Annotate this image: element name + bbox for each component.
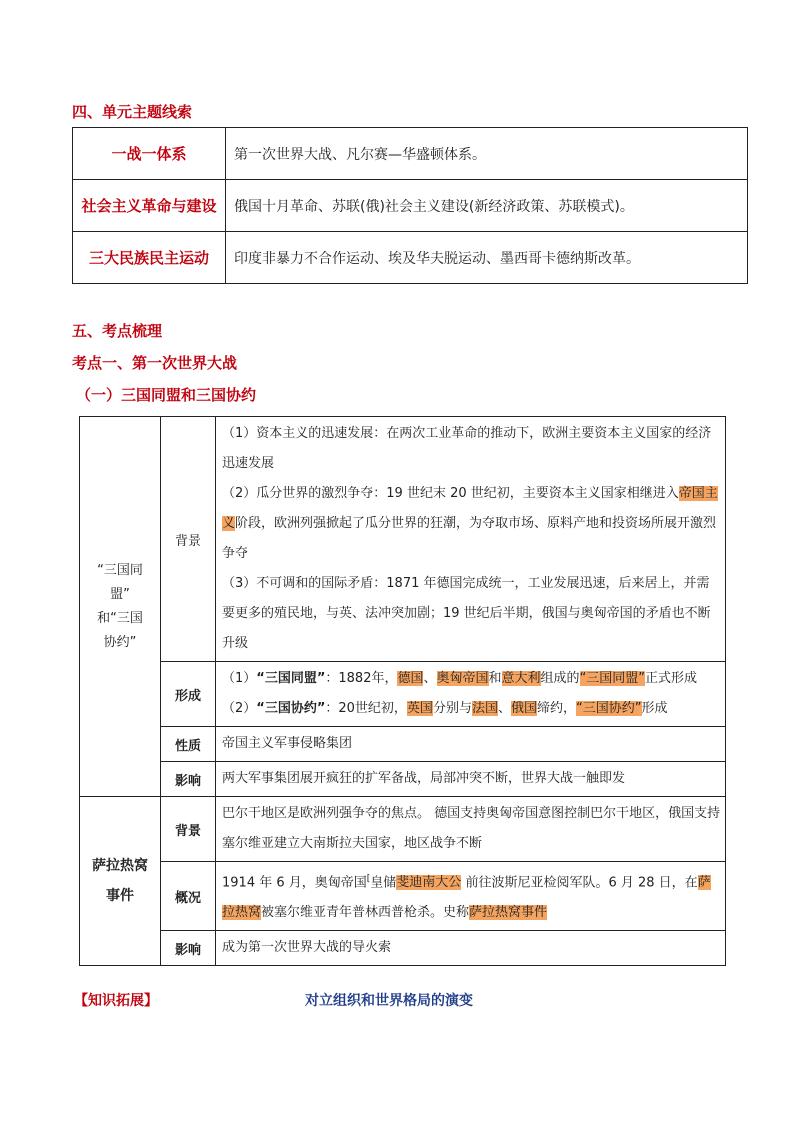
formation-label: 形成 bbox=[161, 662, 216, 727]
formation-content: （1）“三国同盟”：1882年，德国、奥匈帝国和意大利组成的“三国同盟”正式形成 （2）“三国协约”：20世纪初，英国分别与法国、俄国缔约，“三国协约”形成 bbox=[216, 662, 726, 727]
impact-label: 影响 bbox=[161, 762, 216, 797]
nature-content: 帝国主义军事侵略集团 bbox=[216, 727, 726, 762]
theme-row bbox=[73, 128, 748, 180]
sub1-title: （一）三国同盟和三国协约 bbox=[76, 386, 257, 404]
sarajevo-impact-label: 影响 bbox=[161, 931, 216, 966]
theme-row bbox=[73, 232, 748, 284]
theme-row bbox=[73, 180, 748, 232]
alliance-table bbox=[79, 416, 726, 966]
sarajevo-topic: 萨拉热窝 事件 bbox=[80, 797, 161, 966]
background-label: 背景 bbox=[161, 417, 216, 662]
knowledge-tag: 【知识拓展】 bbox=[74, 993, 158, 1009]
theme-label: 社会主义革命与建设 bbox=[73, 180, 226, 232]
sarajevo-background-label: 背景 bbox=[161, 797, 216, 862]
background-content: （1）资本主义的迅速发展：在两次工业革命的推动下，欧洲主要资本主义国家的经济迅速发展 （2）瓜分世界的激烈争夺：19 世纪末 20 世纪初，主要资本主义国家相继进入帝国主义阶段，欧洲列强掀起了瓜分世界的狂潮，为夺取市场、原料产地和投资场所展开激烈争夺 （3）不可调和的国际矛盾：1871 年德国完成统一，工业发展迅速，后来居上，并需要更多的殖民地，与英、法冲突加剧；19 世纪后半期，俄国与奥匈帝国的矛盾也不断升级 bbox=[216, 417, 726, 662]
theme-content: 印度非暴力不合作运动、埃及华夫脱运动、墨西哥卡德纳斯改革。 bbox=[226, 232, 748, 284]
theme-content: 第一次世界大战、凡尔赛—华盛顿体系。 bbox=[226, 128, 748, 180]
nature-label: 性质 bbox=[161, 727, 216, 762]
sarajevo-overview-content: 1914 年 6 月，奥匈帝国[皇储斐迪南大公 前往波斯尼亚检阅军队。6 月 28 日，在萨拉热窝被塞尔维亚青年普林西普枪杀。史称萨拉热窝事件 bbox=[216, 862, 726, 931]
knowledge-title: 对立组织和世界格局的演变 bbox=[305, 993, 473, 1009]
sarajevo-overview-label: 概况 bbox=[161, 862, 216, 931]
section5-title: 五、考点梳理 bbox=[72, 322, 163, 340]
theme-label: 一战一体系 bbox=[73, 128, 226, 180]
alliance-topic: “三国同 盟” 和“三国 协约” bbox=[80, 417, 161, 797]
theme-table bbox=[72, 127, 748, 284]
impact-content: 两大军事集团展开疯狂的扩军备战，局部冲突不断，世界大战一触即发 bbox=[216, 762, 726, 797]
sarajevo-impact-content: 成为第一次世界大战的导火索 bbox=[216, 931, 726, 966]
point1-title: 考点一、第一次世界大战 bbox=[72, 354, 238, 372]
theme-label: 三大民族民主运动 bbox=[73, 232, 226, 284]
section4-title: 四、单元主题线索 bbox=[72, 103, 193, 121]
theme-content: 俄国十月革命、苏联(俄)社会主义建设(新经济政策、苏联模式)。 bbox=[226, 180, 748, 232]
sarajevo-background-content: 巴尔干地区是欧洲列强争夺的焦点。 德国支持奥匈帝国意图控制巴尔干地区，俄国支持塞尔维亚建立大南斯拉夫国家，地区战争不断 bbox=[216, 797, 726, 862]
